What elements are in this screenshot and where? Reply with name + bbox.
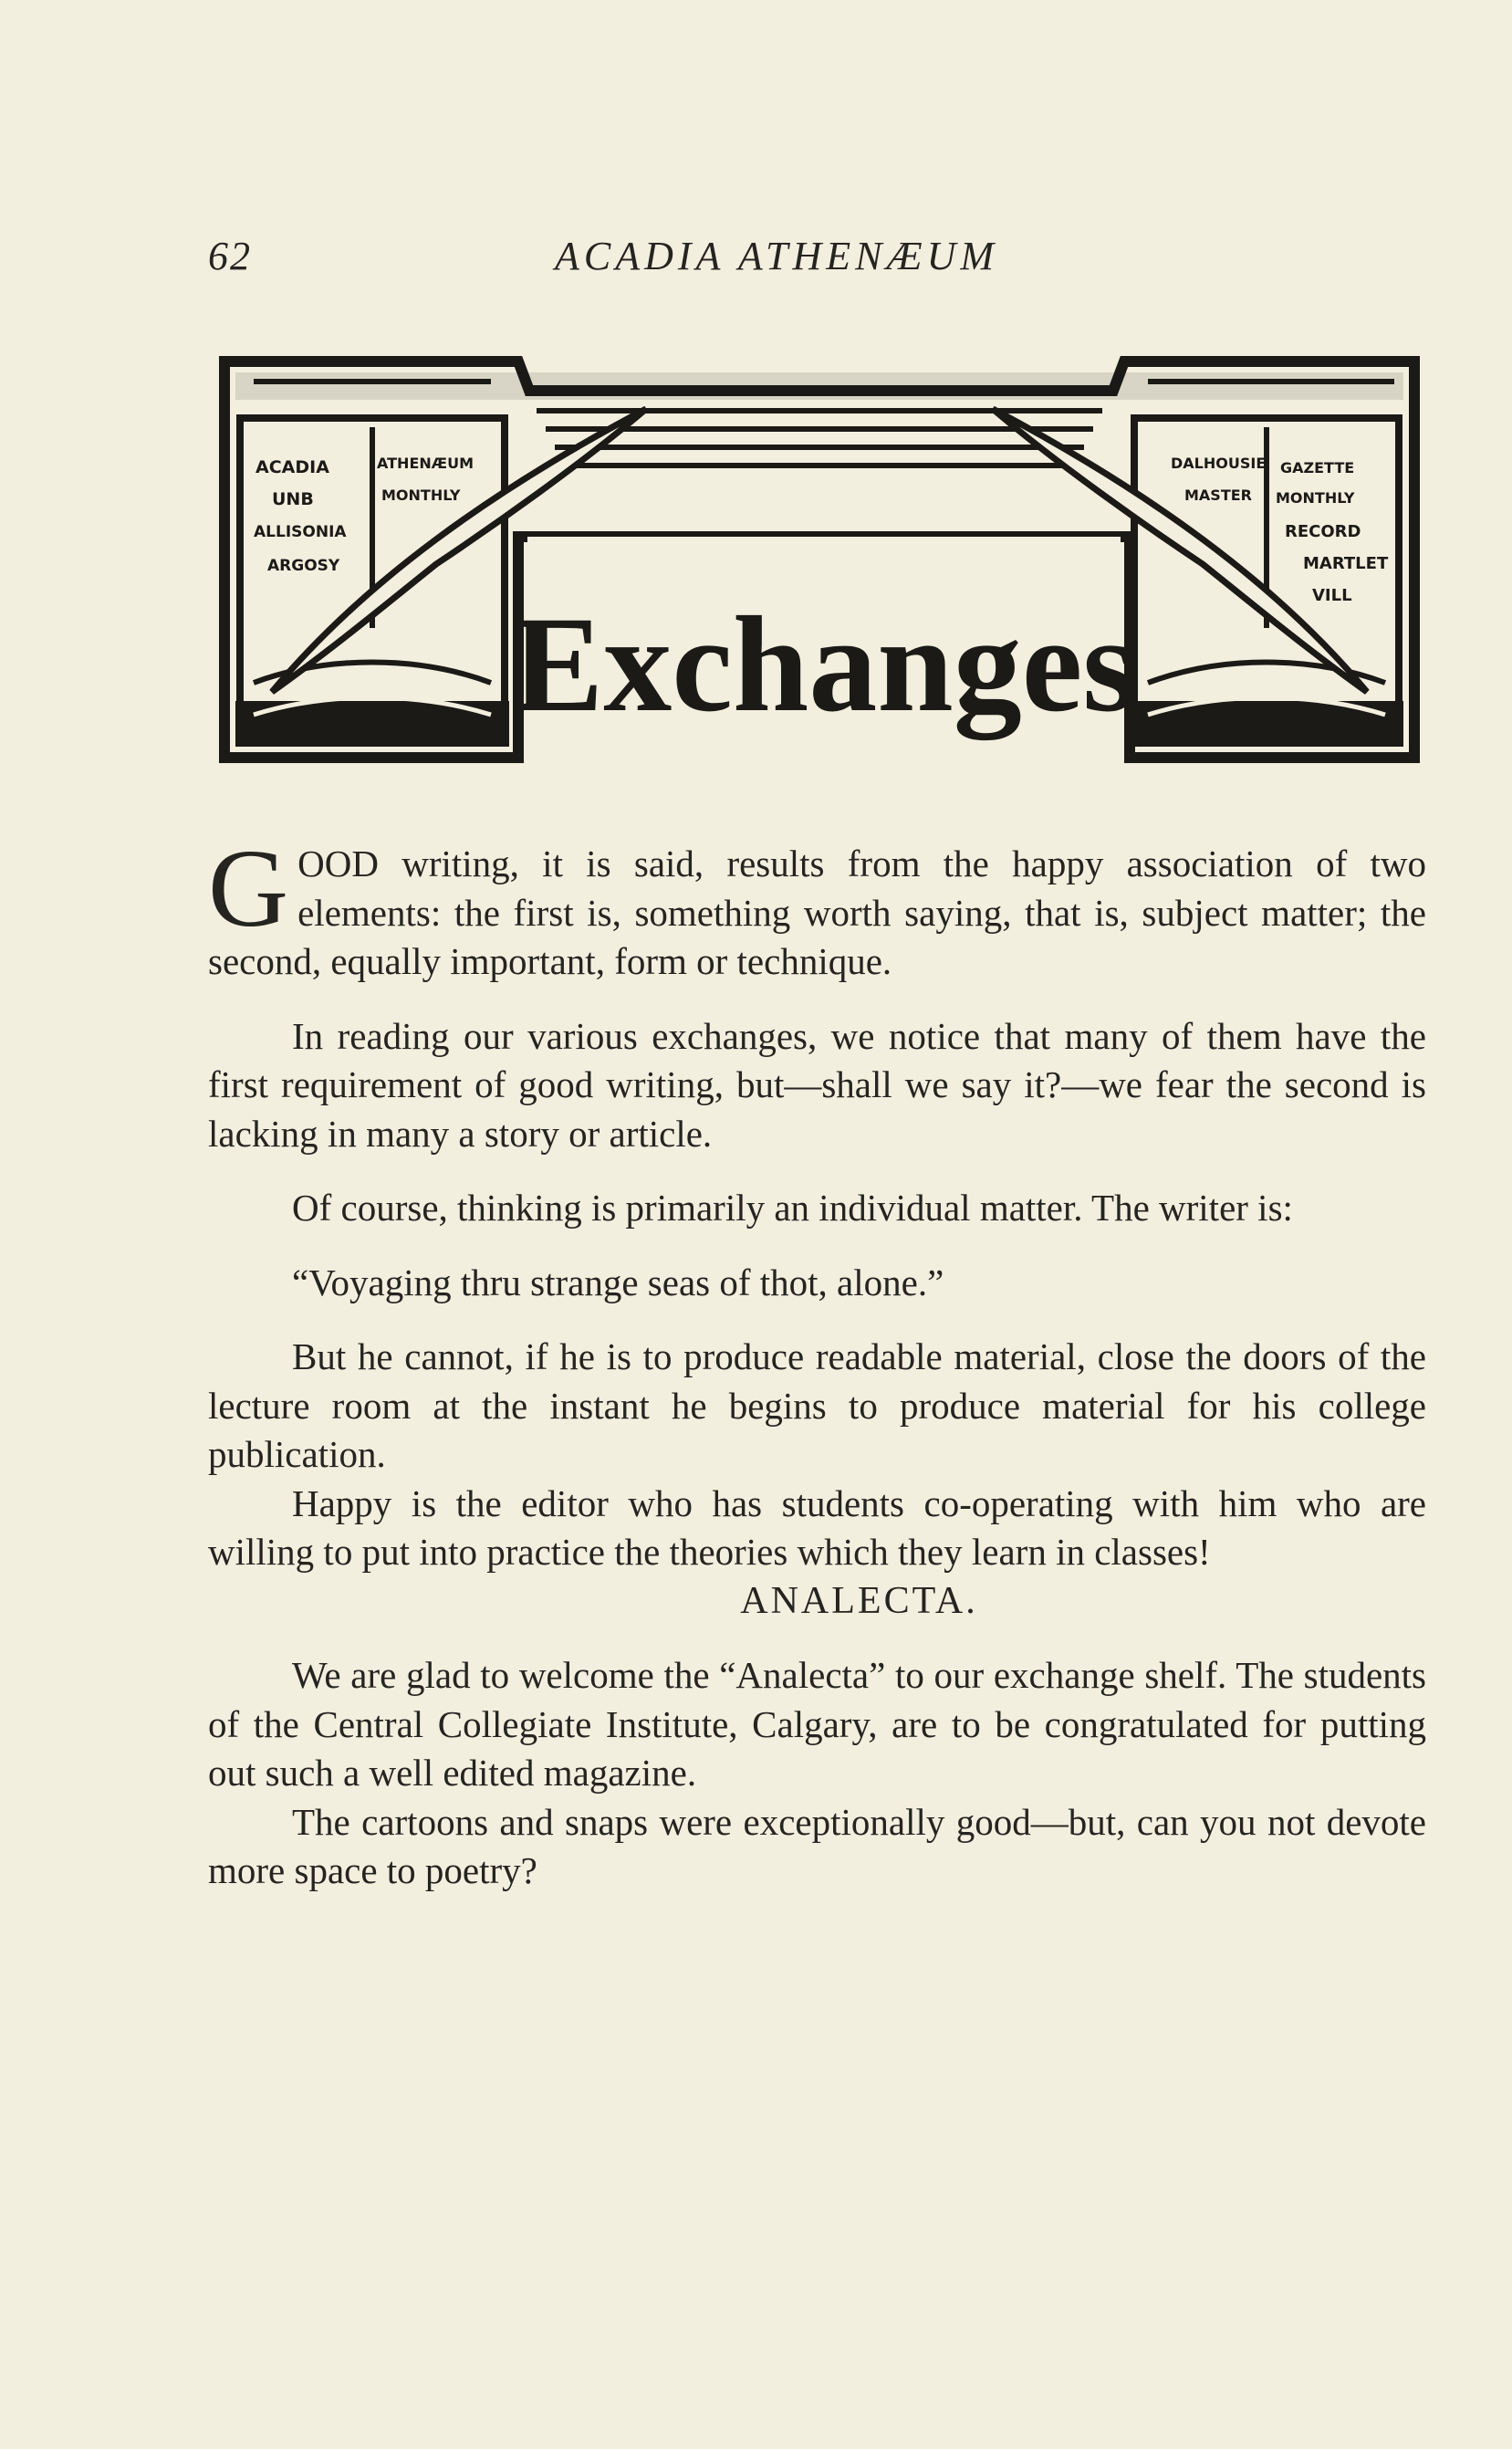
paragraph-4: But he cannot, if he is to produce readable material, close the doors of the lecture room at the instant he begins to produce material for his college publication. [208, 1335, 1426, 1475]
paragraph-5: Happy is the editor who has students co-operating with him who are willing to put into practice the theories which they learn in classes! [208, 1481, 1426, 1573]
block-quote: “Voyaging thru strange seas of thot, alone.” [292, 1261, 944, 1303]
paragraph-7: The cartoons and snaps were exceptionally good—but, can you not devote more space to poetry? [208, 1800, 1426, 1891]
paragraph-1-text: writing, it is said, results from the happy association of two elements: the first is, something worth saying, that is, subject matter; the second, equally important, form or technique. [208, 842, 1426, 982]
left-book-label-1: ACADIA [255, 457, 329, 477]
article-body [208, 827, 1426, 1896]
left-book-label-5: ALLISONIA [254, 523, 347, 541]
right-book-label-3: MASTER [1184, 487, 1252, 504]
left-book-label-3: UNB [272, 489, 314, 509]
left-book-label-6: ARGOSY [267, 557, 340, 575]
right-book-label-5: RECORD [1285, 522, 1361, 541]
opening-word: OOD [297, 842, 379, 884]
running-head [208, 233, 1431, 288]
right-book-label-1: DALHOUSIE [1171, 455, 1267, 472]
right-book-label-4: MONTHLY [1276, 489, 1355, 507]
page-number: 62 [208, 234, 252, 278]
paragraph-1 [208, 827, 1426, 987]
journal-title: ACADIA ATHENÆUM [555, 234, 999, 278]
right-book-label-2: GAZETTE [1280, 459, 1355, 476]
exchanges-banner [217, 354, 1422, 765]
paragraph-3: Of course, thinking is primarily an individual matter. The writer is: [292, 1187, 1293, 1229]
left-book-label-2: ATHENÆUM [377, 455, 474, 472]
paragraph-2: In reading our various exchanges, we notice that many of them have the first requirement of good writing, but—shall we say it?—we fear the second is lacking in many a story or article. [208, 1014, 1426, 1155]
banner-title: Exchanges [512, 589, 1136, 740]
paragraph-6: We are glad to welcome the “Analecta” to our exchange shelf. The students of the Central Collegiate Institute, Calgary, are to be congratulated for putting out such a well edited magazine. [208, 1654, 1426, 1794]
right-book-label-6: MARTLET [1303, 554, 1389, 573]
left-book-label-4: MONTHLY [381, 487, 461, 504]
right-book-label-7: VILL [1312, 586, 1352, 605]
section-heading: ANALECTA. [740, 1579, 978, 1622]
drop-cap: G [208, 827, 289, 950]
